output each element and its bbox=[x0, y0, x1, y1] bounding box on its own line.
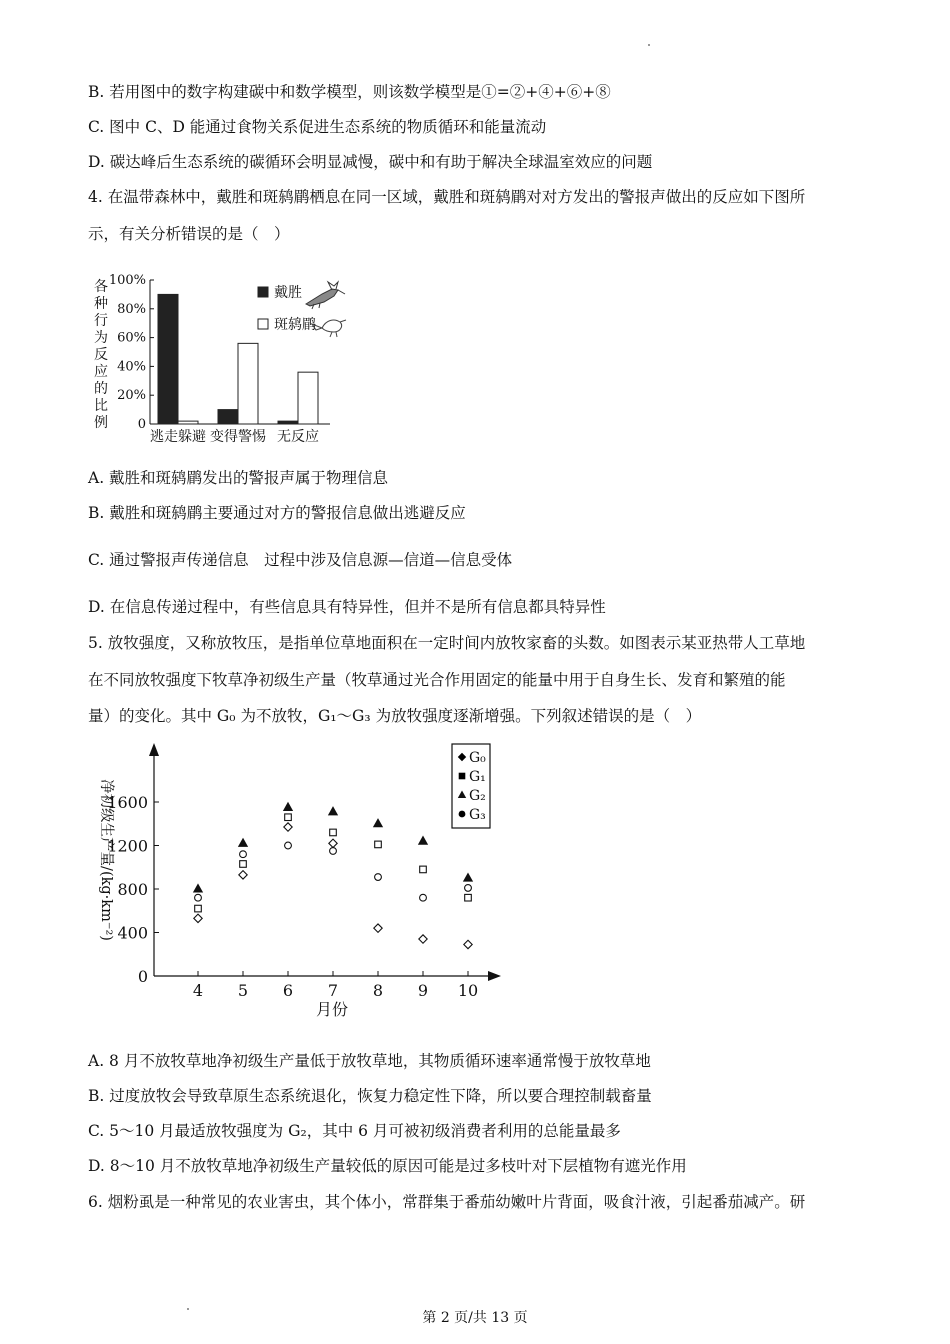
scatter-y-tick-label: 800 bbox=[117, 880, 148, 899]
point-square bbox=[330, 829, 337, 836]
scatter-x-tick-label: 7 bbox=[327, 981, 339, 1000]
q5-stem-cont: 在不同放牧强度下牧草净初级生产量（牧草通过光合作用固定的能量中用于自身生长、发育和繁殖的能 bbox=[88, 671, 786, 689]
scatter-x-tick-label: 8 bbox=[372, 981, 384, 1000]
q6-stem: 6. 烟粉虱是一种常见的农业害虫，其个体小，常群集于番茄幼嫩叶片背面，吸食汁液，引起番茄减产。研 bbox=[88, 1193, 806, 1211]
scatter-x-tick-label: 9 bbox=[417, 981, 429, 1000]
point-triangle bbox=[329, 807, 337, 815]
point-square bbox=[285, 814, 292, 821]
point-square bbox=[375, 841, 382, 848]
scatter-x-tick-label: 4 bbox=[192, 981, 204, 1000]
q4-option-a: A. 戴胜和斑鸫鹛发出的警报声属于物理信息 bbox=[88, 469, 389, 487]
bar-y-tick-label: 60% bbox=[117, 330, 146, 346]
scatter-legend bbox=[452, 744, 490, 828]
point-diamond bbox=[374, 924, 382, 932]
point-triangle bbox=[374, 819, 382, 827]
scatter-y-arrow bbox=[149, 743, 159, 756]
point-square bbox=[240, 861, 247, 868]
bar-斑鸫鹛 bbox=[238, 343, 258, 424]
point-diamond bbox=[194, 914, 202, 922]
point-triangle bbox=[194, 885, 202, 893]
legend-label: G₀ bbox=[469, 750, 486, 766]
page-footer: 第 2 页/共 13 页 bbox=[422, 1310, 528, 1326]
point-diamond bbox=[329, 839, 337, 847]
bar-y-tick-label: 100% bbox=[108, 273, 146, 288]
scatter-x-axis-title: 月份 bbox=[315, 1000, 349, 1019]
point-diamond bbox=[464, 940, 472, 948]
q4-option-d: D. 在信息传递过程中，有些信息具有特异性，但并不是所有信息都具特异性 bbox=[88, 598, 606, 616]
legend-marker-circle bbox=[459, 811, 466, 818]
legend-label: G₂ bbox=[469, 788, 486, 804]
legend-label: G₁ bbox=[469, 769, 486, 785]
scatter-x-tick-label: 5 bbox=[237, 981, 249, 1000]
point-circle bbox=[420, 894, 427, 901]
scatter-x-arrow bbox=[488, 971, 501, 981]
point-circle bbox=[330, 848, 337, 855]
svg-text:净初级生产量/(kg·km⁻²): 净初级生产量/(kg·km⁻²) bbox=[98, 779, 114, 941]
svg-text:应: 应 bbox=[94, 364, 108, 380]
bar-y-tick-label: 0 bbox=[137, 417, 146, 432]
legend-label-2: 斑鸫鹛 bbox=[274, 317, 316, 333]
legend-label: G₃ bbox=[469, 807, 486, 823]
svg-text:例: 例 bbox=[94, 415, 108, 431]
point-circle bbox=[375, 874, 382, 881]
bar-y-tick-label: 80% bbox=[117, 301, 146, 317]
scatter-x-tick-label: 10 bbox=[457, 981, 479, 1000]
point-square bbox=[465, 894, 472, 901]
bar-legend bbox=[258, 282, 346, 337]
scatter-y-tick-label: 1200 bbox=[107, 836, 148, 856]
point-circle bbox=[285, 842, 292, 849]
svg-text:行: 行 bbox=[94, 313, 108, 329]
bar-x-label: 逃走躲避 bbox=[150, 429, 206, 445]
svg-text:的: 的 bbox=[94, 381, 108, 397]
grazing-npp-chart bbox=[88, 740, 518, 1030]
q5-option-c: C. 5～10 月最适放牧强度为 G₂，其中 6 月可被初级消费者利用的总能量最多 bbox=[88, 1122, 621, 1140]
point-diamond bbox=[284, 823, 292, 831]
scatter-y-tick-label: 1600 bbox=[107, 793, 148, 812]
legend-swatch-light bbox=[258, 319, 268, 329]
scatter-x-tick-label: 6 bbox=[282, 981, 294, 1000]
svg-text:反: 反 bbox=[94, 347, 108, 363]
q3-option-c: C. 图中 C、D 能通过食物关系促进生态系统的物质循环和能量流动 bbox=[88, 118, 547, 136]
svg-text:各: 各 bbox=[94, 279, 108, 295]
bar-y-tick-label: 40% bbox=[117, 359, 146, 375]
point-diamond bbox=[239, 871, 247, 879]
legend-marker-square bbox=[459, 773, 466, 780]
bar-斑鸫鹛 bbox=[178, 421, 198, 424]
bar-x-label: 无反应 bbox=[277, 429, 319, 445]
point-square bbox=[420, 866, 427, 873]
bird-response-chart bbox=[88, 268, 348, 450]
svg-text:种: 种 bbox=[94, 296, 108, 312]
svg-text:比: 比 bbox=[94, 398, 108, 414]
point-triangle bbox=[464, 874, 472, 882]
bar-戴胜 bbox=[278, 421, 298, 424]
q5-stem-cont-2: 量）的变化。其中 G₀ 为不放牧，G₁～G₃ 为放牧强度逐渐增强。下列叙述错误的是（ ） bbox=[88, 707, 702, 725]
point-triangle bbox=[419, 837, 427, 845]
bar-斑鸫鹛 bbox=[298, 372, 318, 424]
q3-option-b: B. 若用图中的数字构建碳中和数学模型，则该数学模型是①=②+④+⑥+⑧ bbox=[88, 83, 611, 101]
point-triangle bbox=[284, 803, 292, 811]
bar-戴胜 bbox=[158, 294, 178, 424]
q4-stem-cont: 示，有关分析错误的是（ ） bbox=[88, 225, 290, 243]
bar-y-axis-title bbox=[94, 279, 108, 431]
q5-stem: 5. 放牧强度，又称放牧压，是指单位草地面积在一定时间内放牧家畜的头数。如图表示某亚热带人工草地 bbox=[88, 634, 806, 652]
q5-option-d: D. 8～10 月不放牧草地净初级生产量较低的原因可能是过多枝叶对下层植物有遮光作用 bbox=[88, 1157, 687, 1175]
point-circle bbox=[195, 894, 202, 901]
q4-option-c: C. 通过警报声传递信息 过程中涉及信息源—信道—信息受体 bbox=[88, 551, 513, 569]
point-circle bbox=[465, 885, 472, 892]
scatter-y-tick-label: 0 bbox=[137, 967, 148, 986]
scan-speck bbox=[648, 44, 650, 46]
q4-option-b: B. 戴胜和斑鸫鹛主要通过对方的警报信息做出逃避反应 bbox=[88, 504, 466, 522]
legend-label-1: 戴胜 bbox=[274, 285, 302, 301]
scatter-y-tick-label: 400 bbox=[117, 923, 148, 943]
point-circle bbox=[240, 851, 247, 858]
point-triangle bbox=[239, 839, 247, 847]
q5-option-b: B. 过度放牧会导致草原生态系统退化，恢复力稳定性下降，所以要合理控制载畜量 bbox=[88, 1087, 652, 1105]
point-diamond bbox=[419, 935, 427, 943]
legend-swatch-dark bbox=[258, 287, 268, 297]
bar-x-label: 变得警惕 bbox=[210, 429, 266, 445]
hoopoe-bird-icon bbox=[306, 282, 345, 309]
bar-戴胜 bbox=[218, 410, 238, 424]
q3-option-d: D. 碳达峰后生态系统的碳循环会明显减慢，碳中和有助于解决全球温室效应的问题 bbox=[88, 153, 653, 171]
point-square bbox=[195, 905, 202, 912]
q5-option-a: A. 8 月不放牧草地净初级生产量低于放牧草地，其物质循环速率通常慢于放牧草地 bbox=[88, 1052, 651, 1070]
q4-stem: 4. 在温带森林中，戴胜和斑鸫鹛栖息在同一区域，戴胜和斑鸫鹛对对方发出的警报声做出的反应如下图所 bbox=[88, 188, 806, 206]
svg-text:为: 为 bbox=[94, 330, 108, 346]
bar-y-tick-label: 20% bbox=[117, 388, 146, 404]
babbler-bird-icon bbox=[312, 320, 346, 337]
